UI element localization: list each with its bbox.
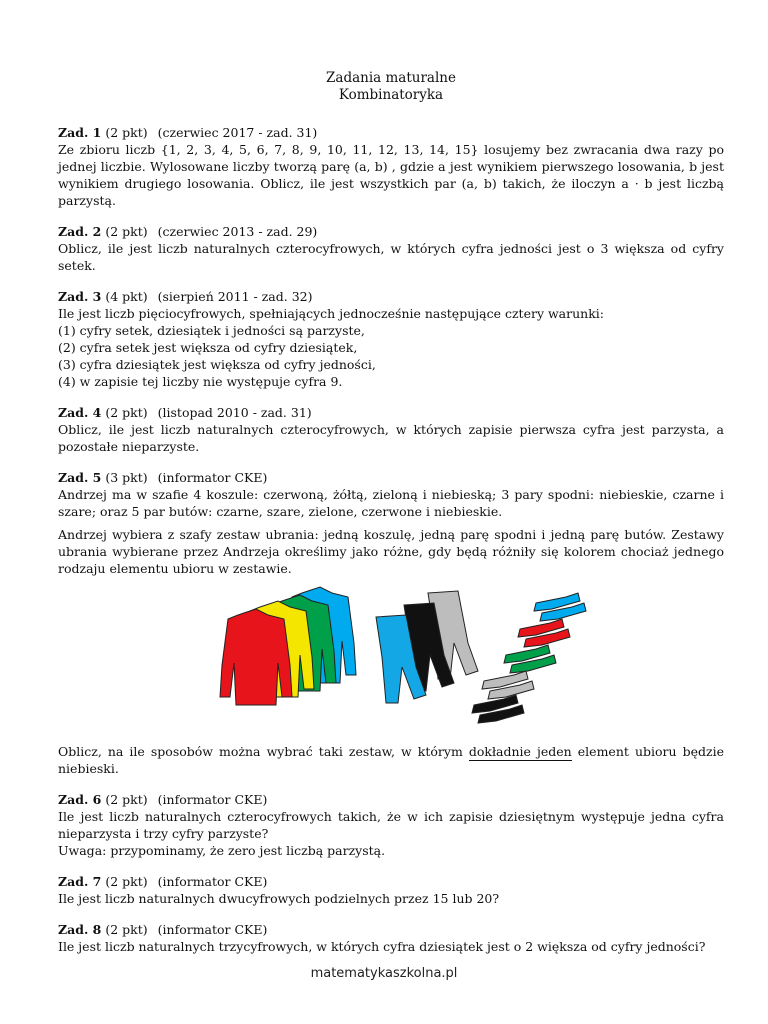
task-label: Zad. 5 [58, 470, 102, 485]
task-source: (informator CKE) [157, 874, 268, 889]
task-note: Uwaga: przypominamy, że zero jest liczbą parzystą. [58, 843, 386, 858]
task-text: Oblicz, ile jest liczb naturalnych czterocyfrowych, w których cyfra jedności jest o 3 większa od cyfry setek. [58, 241, 724, 273]
question-text-before: Oblicz, na ile sposobów można wybrać taki zestaw, w którym [58, 744, 469, 759]
shoes-grey [482, 671, 534, 699]
question-text-after: element ubioru będzie niebieski. [58, 744, 724, 776]
task-text: Oblicz, ile jest liczb naturalnych czterocyfrowych, w których zapisie pierwsza cyfra jest parzysta, a pozostałe nieparzyste. [58, 422, 724, 454]
shoes-red [518, 619, 570, 647]
task-header [58, 921, 724, 938]
shoes-blue [534, 593, 586, 621]
task-text: Ile jest liczb naturalnych czterocyfrowych takich, że w ich zapisie dziesiętnym występuje jedna cyfra nieparzysta i trzy cyfry parzyste? [58, 809, 724, 841]
task-source: (listopad 2010 - zad. 31) [157, 405, 312, 420]
task-header [58, 288, 724, 305]
task-condition: (2) cyfra setek jest większa od cyfry dziesiątek, [58, 340, 358, 355]
task-4 [58, 404, 724, 455]
task-label: Zad. 1 [58, 125, 102, 140]
task-points: (2 pkt) [105, 224, 148, 239]
task-2 [58, 223, 724, 274]
task-source: (informator CKE) [157, 470, 268, 485]
document-page [58, 70, 724, 969]
shoes-black [472, 695, 524, 723]
task-source: (czerwiec 2017 - zad. 31) [157, 125, 318, 140]
task-text: Andrzej ma w szafie 4 koszule: czerwoną, żółtą, zieloną i niebieską; 3 pary spodni: niebieskie, czarne i szare; oraz 5 par butów: czarne, szare, zielone, czerwone i niebieskie. [58, 487, 724, 519]
shirt-red [220, 609, 292, 705]
task-3 [58, 288, 724, 390]
task-condition: (1) cyfry setek, dziesiątek i jedności są parzyste, [58, 323, 365, 338]
task-points: (4 pkt) [105, 289, 148, 304]
task-source: (sierpień 2011 - zad. 32) [157, 289, 313, 304]
task-points: (2 pkt) [105, 125, 148, 140]
task-source: (informator CKE) [157, 922, 268, 937]
task-source: (czerwiec 2013 - zad. 29) [157, 224, 318, 239]
task-condition: (3) cyfra dziesiątek jest większa od cyfry jedności, [58, 357, 376, 372]
task-6 [58, 791, 724, 859]
task-source: (informator CKE) [157, 792, 268, 807]
task-8 [58, 921, 724, 955]
task-label: Zad. 6 [58, 792, 102, 807]
task-header [58, 124, 724, 141]
task-text-2: Andrzej wybiera z szafy zestaw ubrania: jedną koszulę, jedną parę spodni i jedną parę butów. Zestawy ubrania wybierane przez Andrzeja określimy jako różne, gdy będą różniły się kolorem chociaż jednego rodzaju elementu ubioru w zestawie. [58, 527, 724, 576]
task-label: Zad. 4 [58, 405, 102, 420]
task-header [58, 791, 724, 808]
document-title [58, 70, 724, 104]
task-points: (3 pkt) [105, 470, 148, 485]
task-text: Ze zbioru liczb {1, 2, 3, 4, 5, 6, 7, 8, 9, 10, 11, 12, 13, 14, 15} losujemy bez zwracania dwa razy po jednej liczbie. Wylosowane liczby tworzą parę (a, b) , gdzie a jest wynikiem pierwszego losowania, b jest wynikiem drugiego losowania. Oblicz, ile jest wszystkich par (a, b) takich, że iloczyn a · b jest liczbą parzystą. [58, 142, 724, 208]
task-1 [58, 124, 724, 209]
question-underlined: dokładnie jeden [468, 744, 572, 759]
task-5 [58, 469, 724, 777]
task-points: (2 pkt) [105, 792, 148, 807]
title-line-2: Kombinatoryka [338, 87, 444, 103]
task-text: Ile jest liczb pięciocyfrowych, spełniających jednocześnie następujące cztery warunki: [58, 306, 604, 321]
task-question [58, 743, 724, 777]
task-points: (2 pkt) [105, 874, 148, 889]
task-header [58, 404, 724, 421]
footer-site[interactable]: matematykaszkolna.pl [310, 966, 458, 981]
task-label: Zad. 2 [58, 224, 102, 239]
clothes-svg [58, 583, 724, 733]
title-line-1: Zadania maturalne [326, 70, 456, 86]
task-header [58, 223, 724, 240]
task-points: (2 pkt) [105, 405, 148, 420]
task-points: (2 pkt) [105, 922, 148, 937]
task-label: Zad. 3 [58, 289, 102, 304]
task-text: Ile jest liczb naturalnych dwucyfrowych podzielnych przez 15 lub 20? [58, 891, 500, 906]
task-header [58, 873, 724, 890]
clothes-illustration [58, 583, 724, 733]
task-label: Zad. 7 [58, 874, 102, 889]
task-7 [58, 873, 724, 907]
task-condition: (4) w zapisie tej liczby nie występuje cyfra 9. [58, 374, 343, 389]
task-text: Ile jest liczb naturalnych trzycyfrowych, w których cyfra dziesiątek jest o 2 większa od cyfry jedności? [58, 939, 706, 954]
task-header [58, 469, 724, 486]
shoes-green [504, 645, 556, 673]
task-label: Zad. 8 [58, 922, 102, 937]
